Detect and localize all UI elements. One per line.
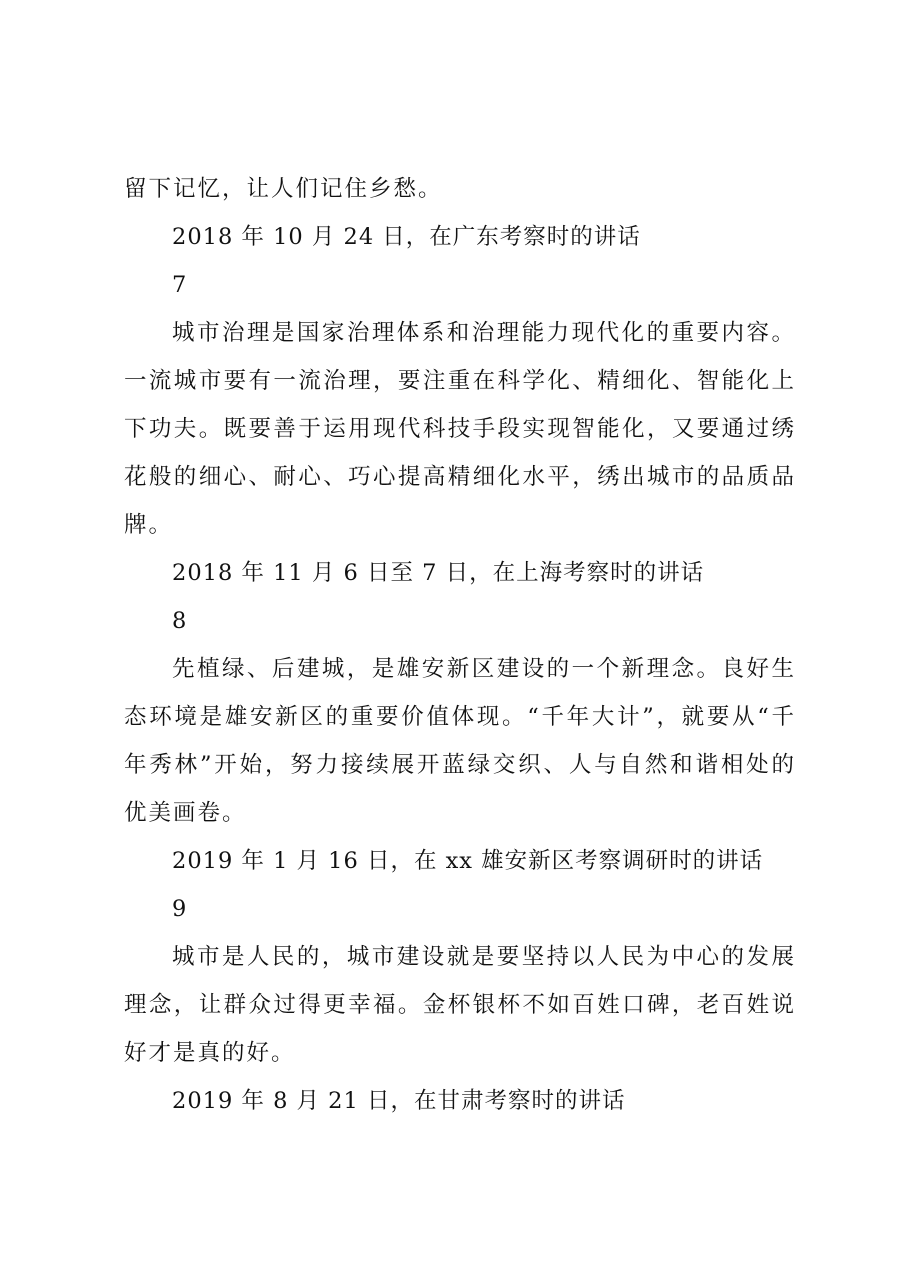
quote-paragraph-7: 城市治理是国家治理体系和治理能力现代化的重要内容。一流城市要有一流治理，要注重在科学化、精细化、智能化上下功夫。既要善于运用现代科技手段实现智能化，又要通过绣花般的细心、耐心、巧心提高精细化水平，绣出城市的品质品牌。 xyxy=(124,320,796,538)
document-body xyxy=(124,165,796,1125)
source-date-guangdong: 2018 年 10 月 24 日，在广东考察时的讲话 xyxy=(172,224,641,250)
item-number-8: 8 xyxy=(172,608,187,634)
source-date-shanghai: 2018 年 11 月 6 日至 7 日，在上海考察时的讲话 xyxy=(172,560,705,586)
quote-paragraph-8: 先植绿、后建城，是雄安新区建设的一个新理念。良好生态环境是雄安新区的重要价值体现。“千年大计”，就要从“千年秀林”开始，努力接续展开蓝绿交织、人与自然和谐相处的优美画卷。 xyxy=(124,656,796,826)
source-date-gansu: 2019 年 8 月 21 日，在甘肃考察时的讲话 xyxy=(172,1088,626,1114)
item-number-9: 9 xyxy=(172,896,187,922)
source-date-xiongan: 2019 年 1 月 16 日，在 xx 雄安新区考察调研时的讲话 xyxy=(172,848,764,874)
quote-paragraph-9: 城市是人民的，城市建设就是要坚持以人民为中心的发展理念，让群众过得更幸福。金杯银杯不如百姓口碑，老百姓说好才是真的好。 xyxy=(124,944,796,1066)
item-number-7: 7 xyxy=(172,272,187,298)
paragraph-tail: 留下记忆，让人们记住乡愁。 xyxy=(124,176,443,202)
